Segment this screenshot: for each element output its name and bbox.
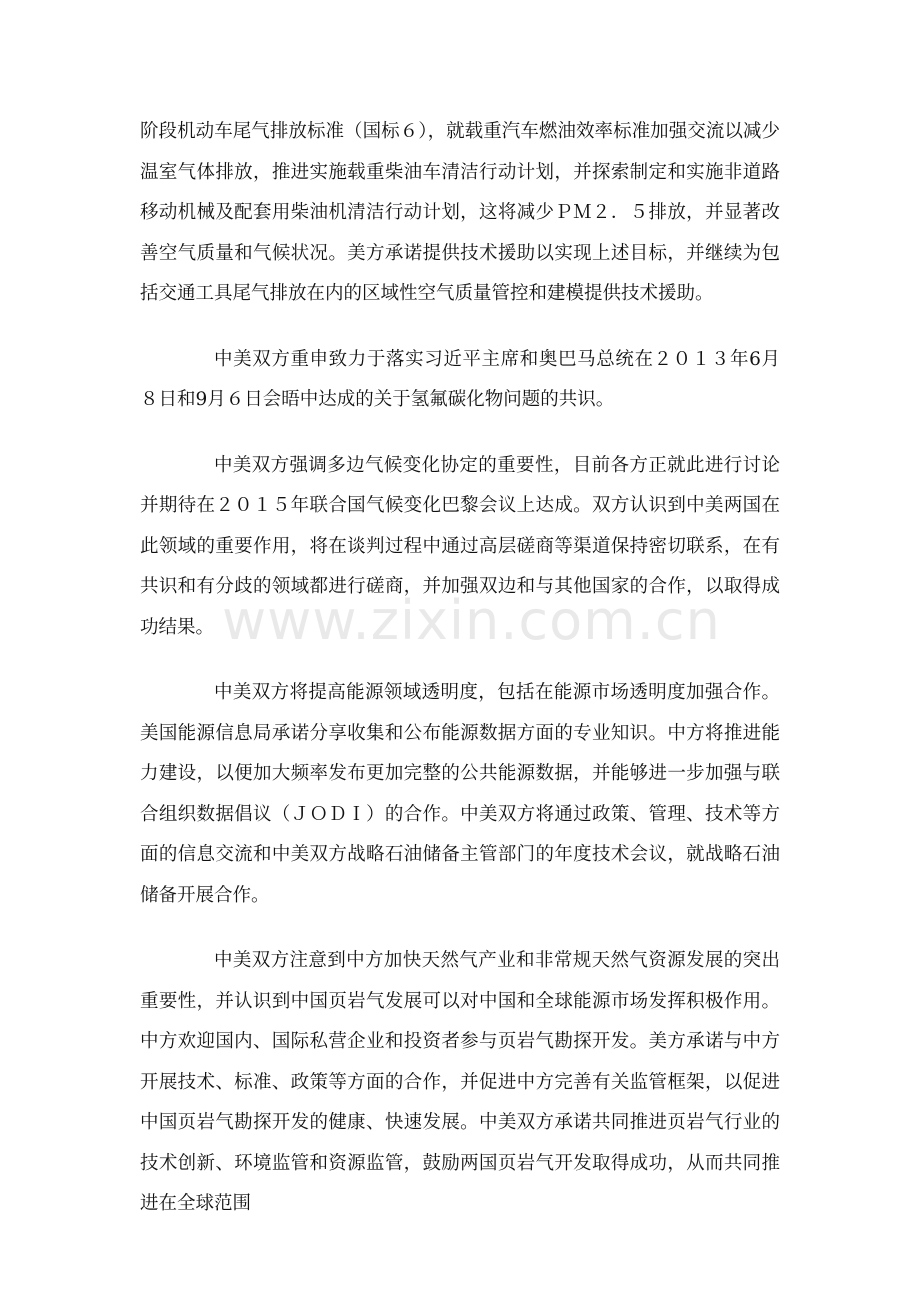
watermark-text: www.zixin.com.cn	[222, 589, 721, 652]
document-body	[140, 112, 780, 1250]
paragraph-energy-transparency: 中美双方将提高能源领域透明度，包括在能源市场透明度加强合作。美国能源信息局承诺分享收集和公布能源数据方面的专业知识。中方将推进能力建设，以便加大频率发布更加完整的公共能源数据，并能够进一步加强与联合组织数据倡议（ＪＯＤＩ）的合作。中美双方将通过政策、管理、技术等方面的信息交流和中美双方战略石油储备主管部门的年度技术会议，就战略石油储备开展合作。	[140, 682, 780, 906]
paragraph-climate-agreement: 中美双方强调多边气候变化协定的重要性，目前各方正就此进行讨论并期待在２０１５年联合国气候变化巴黎会议上达成。双方认识到中美两国在此领域的重要作用，将在谈判过程中通过高层磋商等渠道保持密切联系，在有共识和有分歧的领域都进行磋商，并加强双边和与其他国家的合作，以取得成功结果。	[140, 454, 780, 638]
paragraph-vehicle-emissions: 阶段机动车尾气排放标准（国标６），就载重汽车燃油效率标准加强交流以减少温室气体排放，推进实施载重柴油车清洁行动计划，并探索制定和实施非道路移动机械及配套用柴油机清洁行动计划，这将减少ＰＭ２．５排放，并显著改善空气质量和气候状况。美方承诺提供技术援助以实现上述目标，并继续为包括交通工具尾气排放在内的区域性空气质量管控和建模提供技术援助。	[140, 121, 780, 304]
paragraph-hfc-consensus: 中美双方重申致力于落实习近平主席和奥巴马总统在２０１３年6月８日和9月６日会晤中达成的关于氢氟碳化物问题的共识。	[140, 348, 780, 410]
paragraph-shale-gas: 中美双方注意到中方加快天然气产业和非常规天然气资源发展的突出重要性，并认识到中国页岩气发展可以对中国和全球能源市场发挥积极作用。中方欢迎国内、国际私营企业和投资者参与页岩气勘探开发。美方承诺与中方开展技术、标准、政策等方面的合作，并促进中方完善有关监管框架，以促进中国页岩气勘探开发的健康、快速发展。中美双方承诺共同推进页岩气行业的技术创新、环境监管和资源监管，鼓励两国页岩气开发取得成功，从而共同推进在全球范围	[140, 950, 780, 1214]
